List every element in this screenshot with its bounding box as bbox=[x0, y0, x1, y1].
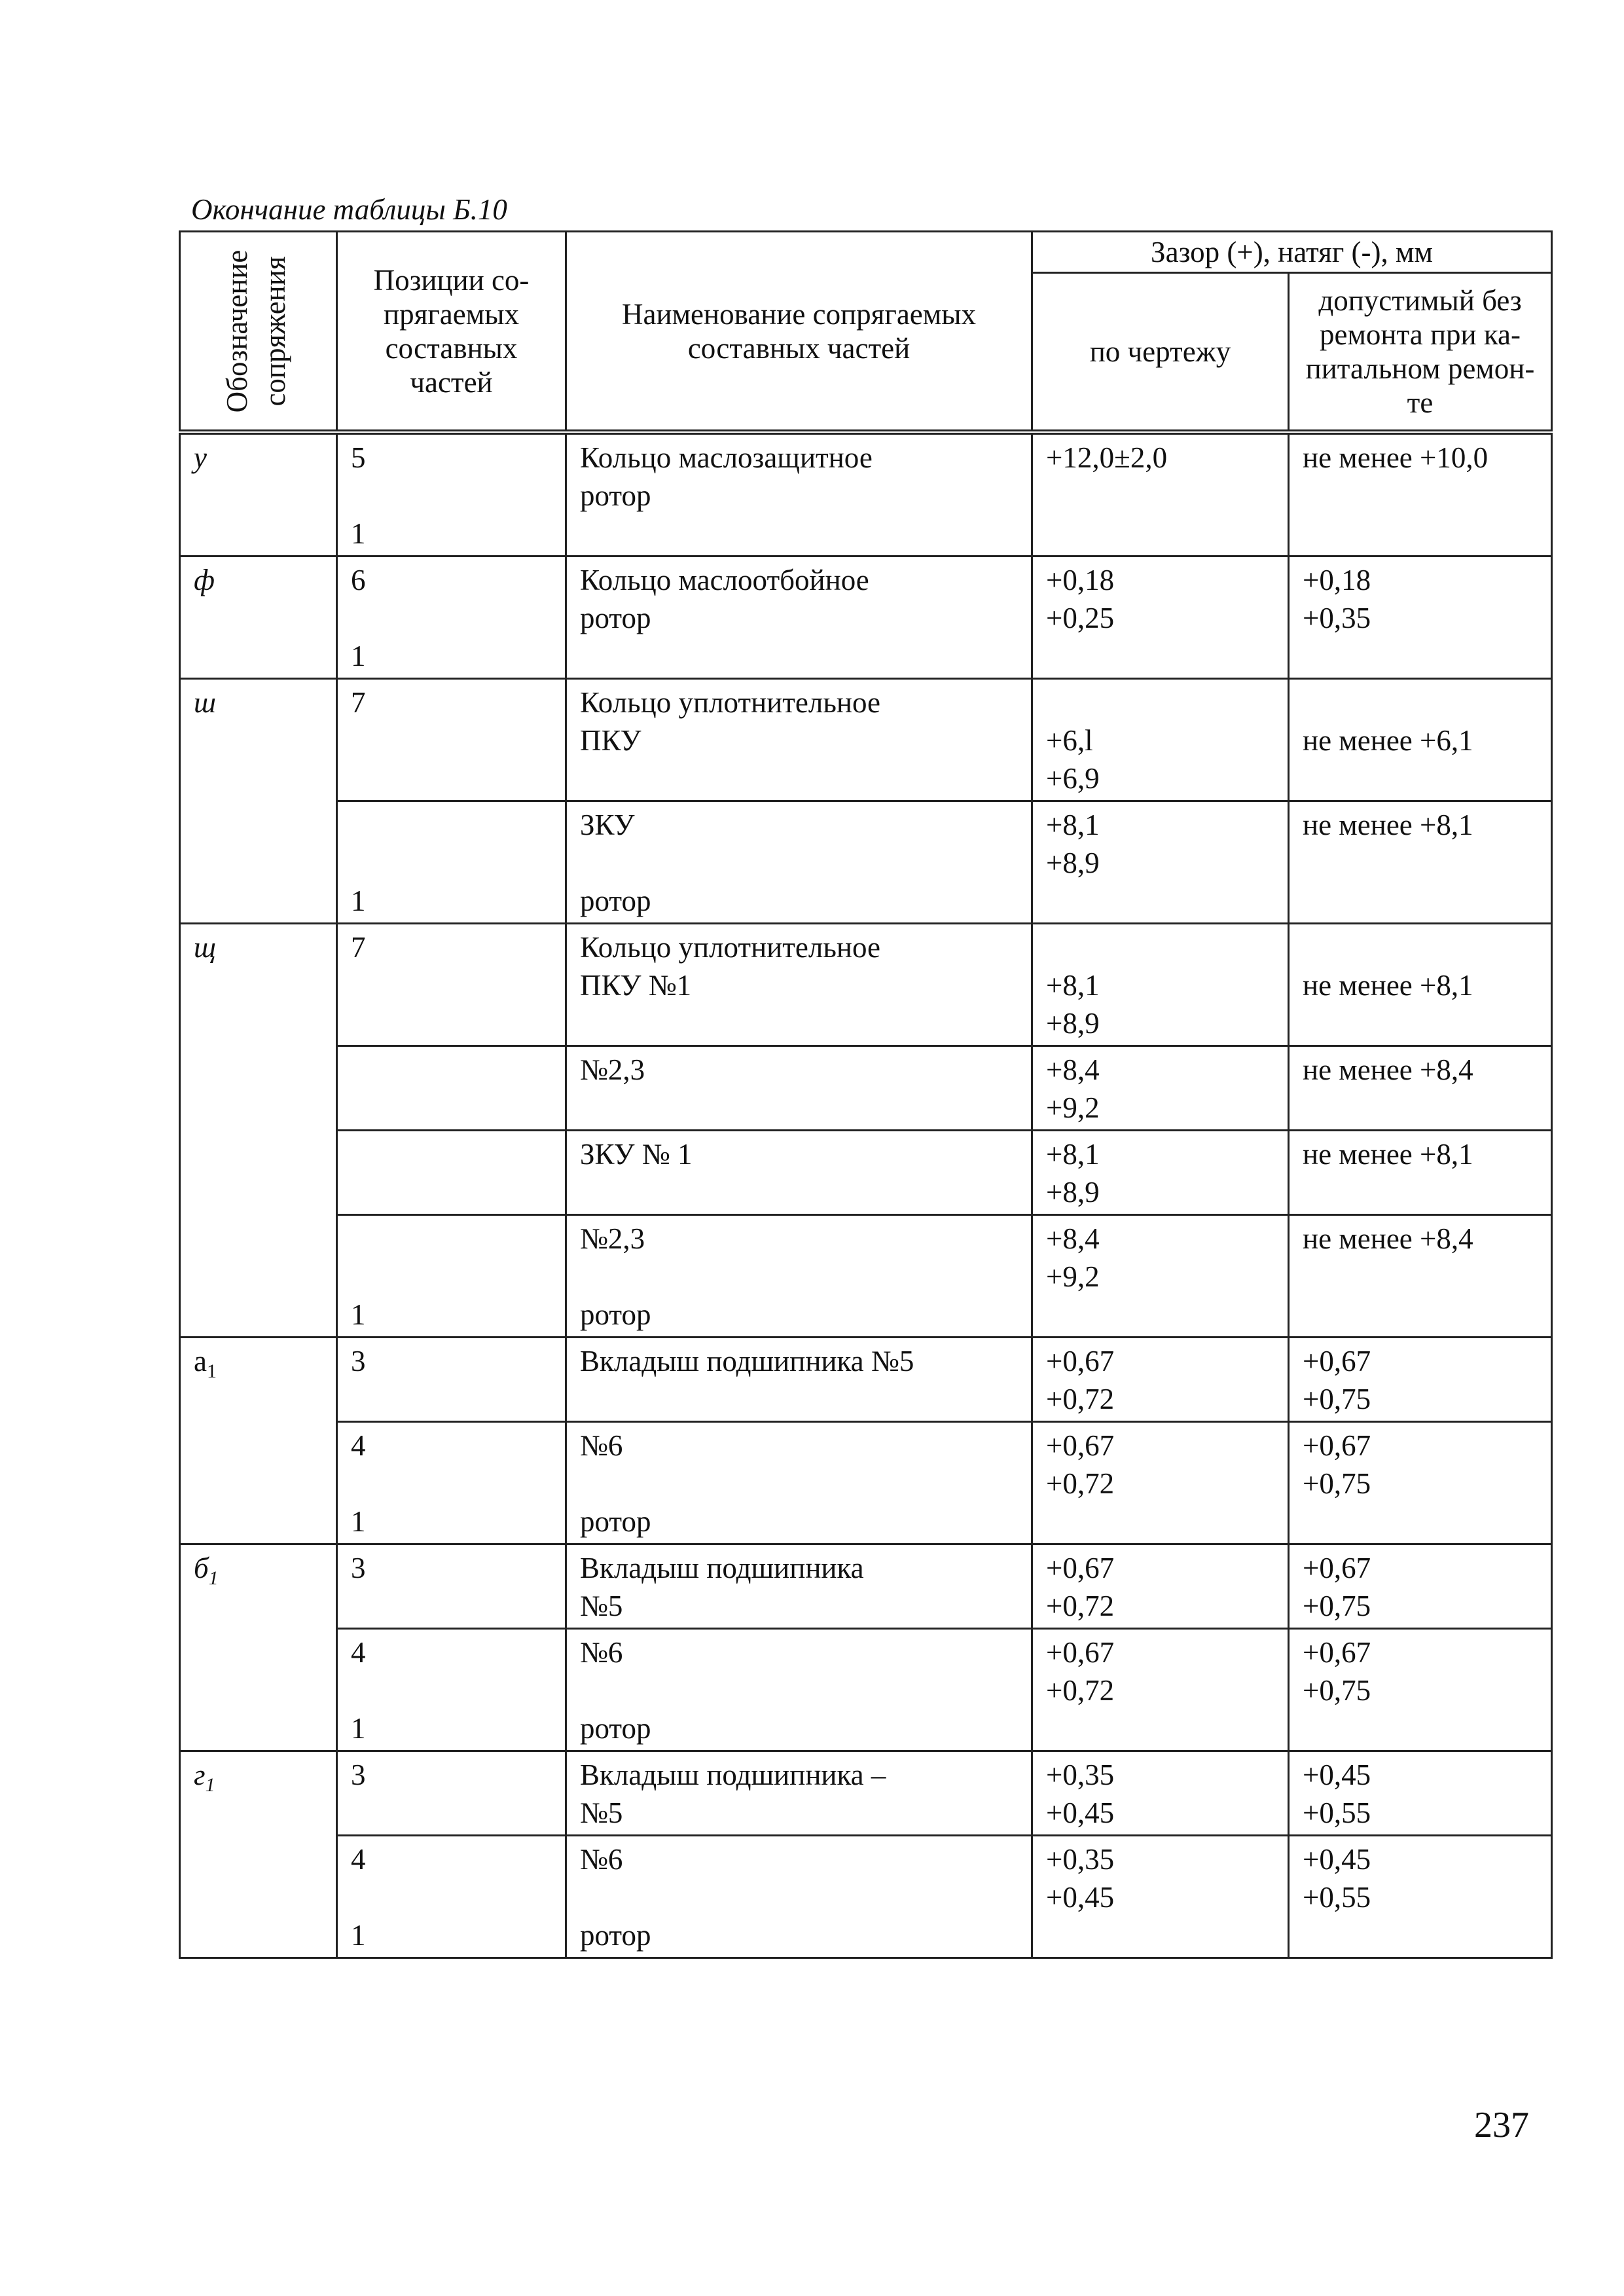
drawing-value-cell bbox=[1032, 1836, 1289, 1958]
table-row bbox=[180, 432, 1552, 556]
drawing-value-line bbox=[1046, 477, 1280, 515]
allowable-value-line: +0,67 bbox=[1303, 1552, 1371, 1584]
allowable-value-line: +0,67 bbox=[1303, 1345, 1371, 1377]
allowable-value-line: не менее +8,1 bbox=[1303, 809, 1473, 841]
drawing-value-cell bbox=[1032, 1422, 1289, 1544]
drawing-value-line: +8,4 bbox=[1046, 1053, 1100, 1086]
part-name-line: Вкладыш подшипника №5 bbox=[580, 1345, 914, 1377]
allowable-value-line bbox=[1303, 1503, 1543, 1540]
table-row bbox=[180, 679, 1552, 801]
header-mating-designation-line1: Обозначение bbox=[220, 249, 253, 412]
position-cell bbox=[337, 1836, 566, 1958]
mating-designation-cell bbox=[180, 432, 337, 556]
drawing-value-line: +8,1 bbox=[1046, 809, 1100, 841]
part-name-cell bbox=[566, 924, 1032, 1046]
position-cell bbox=[337, 924, 566, 1046]
drawing-value-cell bbox=[1032, 801, 1289, 924]
part-name-line: ротор bbox=[580, 1298, 651, 1331]
drawing-value-line: +0,45 bbox=[1046, 1881, 1115, 1914]
position-line: 3 bbox=[351, 1345, 366, 1377]
table-caption: Окончание таблицы Б.10 bbox=[191, 193, 507, 226]
position-cell bbox=[337, 1629, 566, 1751]
part-name-line: Кольцо уплотнительное bbox=[580, 686, 880, 719]
position-cell bbox=[337, 556, 566, 679]
allowable-value-line: +0,45 bbox=[1303, 1843, 1371, 1876]
position-line bbox=[351, 1258, 557, 1296]
part-name-line: Вкладыш подшипника – bbox=[580, 1758, 886, 1791]
position-line bbox=[351, 1004, 557, 1042]
position-line: 3 bbox=[351, 1552, 366, 1584]
drawing-value-line: +8,9 bbox=[1046, 1007, 1100, 1040]
part-name-cell bbox=[566, 1629, 1032, 1751]
allowable-value-line: +0,75 bbox=[1303, 1467, 1371, 1500]
position-line: 3 bbox=[351, 1758, 366, 1791]
header-mating-designation bbox=[180, 232, 337, 433]
drawing-value-cell bbox=[1032, 432, 1289, 556]
part-name-line bbox=[580, 1004, 1023, 1042]
allowable-value-cell bbox=[1289, 924, 1552, 1046]
table-row bbox=[180, 1751, 1552, 1836]
drawing-value-cell bbox=[1032, 1046, 1289, 1131]
position-line bbox=[351, 759, 557, 797]
part-name-line bbox=[580, 759, 1023, 797]
header-clearance-group: Зазор (+), натяг (-), мм bbox=[1032, 232, 1552, 273]
drawing-value-line: +9,2 bbox=[1046, 1091, 1100, 1124]
position-line: 7 bbox=[351, 686, 366, 719]
drawing-value-line: +0,25 bbox=[1046, 602, 1115, 634]
allowable-value-line: +0,35 bbox=[1303, 602, 1371, 634]
allowable-value-line: +0,55 bbox=[1303, 1796, 1371, 1829]
mating-designation: г bbox=[194, 1758, 206, 1791]
position-cell bbox=[337, 1544, 566, 1629]
position-line bbox=[351, 806, 557, 844]
table-row bbox=[180, 1836, 1552, 1958]
position-cell bbox=[337, 432, 566, 556]
table-row bbox=[180, 801, 1552, 924]
position-line bbox=[351, 966, 557, 1004]
allowable-value-line: +0,18 bbox=[1303, 564, 1371, 596]
allowable-value-line: +0,75 bbox=[1303, 1674, 1371, 1707]
position-line: 1 bbox=[351, 517, 366, 550]
allowable-value-line: не менее +8,4 bbox=[1303, 1053, 1473, 1086]
table-row bbox=[180, 556, 1552, 679]
part-name-line: №5 bbox=[580, 1590, 623, 1622]
part-name-line: ротор bbox=[580, 479, 651, 512]
allowable-value-line: не менее +8,4 bbox=[1303, 1222, 1473, 1255]
allowable-value-cell bbox=[1289, 1422, 1552, 1544]
allowable-value-line bbox=[1303, 1709, 1543, 1747]
position-line bbox=[351, 1051, 557, 1089]
part-name-line: №2,3 bbox=[580, 1053, 645, 1086]
allowable-value-cell bbox=[1289, 1215, 1552, 1338]
drawing-value-line: +0,67 bbox=[1046, 1345, 1115, 1377]
position-line bbox=[351, 1587, 557, 1625]
allowable-value-cell bbox=[1289, 1836, 1552, 1958]
part-name-line bbox=[580, 637, 1023, 675]
allowable-value-cell bbox=[1289, 801, 1552, 924]
drawing-value-cell bbox=[1032, 556, 1289, 679]
part-name-line: ротор bbox=[580, 1712, 651, 1745]
position-line: 1 bbox=[351, 1919, 366, 1952]
position-line: 1 bbox=[351, 1505, 366, 1538]
mating-designation: ф bbox=[194, 564, 215, 596]
drawing-value-line: +0,45 bbox=[1046, 1796, 1115, 1829]
position-cell bbox=[337, 801, 566, 924]
allowable-value-line bbox=[1303, 1296, 1543, 1334]
drawing-value-line bbox=[1046, 928, 1280, 966]
allowable-value-cell bbox=[1289, 679, 1552, 801]
position-line: 1 bbox=[351, 1298, 366, 1331]
drawing-value-line: +0,67 bbox=[1046, 1552, 1115, 1584]
part-name-cell bbox=[566, 556, 1032, 679]
position-line bbox=[351, 1465, 557, 1503]
part-name-cell bbox=[566, 1215, 1032, 1338]
drawing-value-line: +0,67 bbox=[1046, 1636, 1115, 1669]
part-name-line: Кольцо маслозащитное bbox=[580, 441, 873, 474]
drawing-value-cell bbox=[1032, 1338, 1289, 1422]
position-cell bbox=[337, 1215, 566, 1338]
drawing-value-line: +0,35 bbox=[1046, 1758, 1115, 1791]
allowable-value-cell bbox=[1289, 432, 1552, 556]
position-line: 6 bbox=[351, 564, 366, 596]
part-name-line bbox=[580, 1089, 1023, 1127]
position-line: 5 bbox=[351, 441, 366, 474]
mating-designation-index: 1 bbox=[208, 1567, 219, 1589]
drawing-value-cell bbox=[1032, 1751, 1289, 1836]
part-name-cell bbox=[566, 432, 1032, 556]
position-line: 4 bbox=[351, 1429, 366, 1462]
part-name-line bbox=[580, 1380, 1023, 1418]
table-row bbox=[180, 1544, 1552, 1629]
position-cell bbox=[337, 1131, 566, 1215]
position-line bbox=[351, 1878, 557, 1916]
mating-designation: щ bbox=[194, 931, 216, 964]
allowable-value-line bbox=[1303, 1916, 1543, 1954]
allowable-value-cell bbox=[1289, 1338, 1552, 1422]
part-name-cell bbox=[566, 1751, 1032, 1836]
part-name-cell bbox=[566, 679, 1032, 801]
allowable-value-line: +0,75 bbox=[1303, 1590, 1371, 1622]
allowable-value-line bbox=[1303, 515, 1543, 553]
mating-designation-cell bbox=[180, 1338, 337, 1544]
part-name-line bbox=[580, 515, 1023, 553]
part-name-line: ротор bbox=[580, 884, 651, 917]
allowable-value-line bbox=[1303, 844, 1543, 882]
allowable-value-line bbox=[1303, 1258, 1543, 1296]
table-row bbox=[180, 924, 1552, 1046]
drawing-value-line: +8,1 bbox=[1046, 1138, 1100, 1171]
drawing-value-line bbox=[1046, 1916, 1280, 1954]
part-name-cell bbox=[566, 1338, 1032, 1422]
allowable-value-line bbox=[1303, 477, 1543, 515]
header-part-names: Наименование сопрягаемых составных частей bbox=[566, 232, 1032, 433]
drawing-value-line bbox=[1046, 882, 1280, 920]
header-positions: Позиции со-прягаемых составных частей bbox=[337, 232, 566, 433]
mating-designation-index: 1 bbox=[205, 1774, 215, 1796]
allowable-value-line bbox=[1303, 683, 1543, 721]
drawing-value-line: +8,1 bbox=[1046, 969, 1100, 1002]
part-name-cell bbox=[566, 1836, 1032, 1958]
part-name-line: ЗКУ bbox=[580, 809, 635, 841]
mating-designation-index: 1 bbox=[206, 1360, 217, 1382]
position-line bbox=[351, 1671, 557, 1709]
part-name-cell bbox=[566, 801, 1032, 924]
position-line bbox=[351, 1135, 557, 1173]
drawing-value-line: +9,2 bbox=[1046, 1260, 1100, 1293]
position-cell bbox=[337, 679, 566, 801]
mating-designation-cell bbox=[180, 1544, 337, 1751]
allowable-value-line: +0,67 bbox=[1303, 1636, 1371, 1669]
part-name-line bbox=[580, 1671, 1023, 1709]
part-name-line bbox=[580, 1173, 1023, 1211]
drawing-value-cell bbox=[1032, 1544, 1289, 1629]
allowable-value-line bbox=[1303, 882, 1543, 920]
position-line bbox=[351, 477, 557, 515]
part-name-line bbox=[580, 844, 1023, 882]
part-name-line: ротор bbox=[580, 1919, 651, 1952]
allowable-value-cell bbox=[1289, 1751, 1552, 1836]
drawing-value-line: +6,l bbox=[1046, 724, 1093, 757]
drawing-value-cell bbox=[1032, 1215, 1289, 1338]
position-cell bbox=[337, 1046, 566, 1131]
position-cell bbox=[337, 1751, 566, 1836]
part-name-line: ПКУ bbox=[580, 724, 641, 757]
position-line bbox=[351, 1089, 557, 1127]
drawing-value-cell bbox=[1032, 679, 1289, 801]
mating-designation: а bbox=[194, 1345, 207, 1377]
table-row bbox=[180, 1131, 1552, 1215]
table-body bbox=[180, 432, 1552, 1958]
drawing-value-line bbox=[1046, 637, 1280, 675]
allowable-value-line: +0,67 bbox=[1303, 1429, 1371, 1462]
drawing-value-line: +6,9 bbox=[1046, 762, 1100, 795]
page-number: 237 bbox=[1474, 2105, 1529, 2145]
allowable-value-line: не менее +8,1 bbox=[1303, 969, 1473, 1002]
allowable-value-line: не менее +10,0 bbox=[1303, 441, 1489, 474]
allowable-value-cell bbox=[1289, 1046, 1552, 1131]
drawing-value-line: +0,72 bbox=[1046, 1590, 1115, 1622]
position-line bbox=[351, 1380, 557, 1418]
table-row bbox=[180, 1629, 1552, 1751]
allowable-value-cell bbox=[1289, 1544, 1552, 1629]
table-row bbox=[180, 1338, 1552, 1422]
part-name-line bbox=[580, 1258, 1023, 1296]
mating-designation: ш bbox=[194, 686, 216, 719]
drawing-value-line bbox=[1046, 1296, 1280, 1334]
drawing-value-line bbox=[1046, 1503, 1280, 1540]
position-line bbox=[351, 721, 557, 759]
position-line: 1 bbox=[351, 640, 366, 672]
drawing-value-cell bbox=[1032, 1629, 1289, 1751]
part-name-line: №5 bbox=[580, 1796, 623, 1829]
drawing-value-line bbox=[1046, 683, 1280, 721]
allowable-value-line bbox=[1303, 1173, 1543, 1211]
allowable-value-line bbox=[1303, 1004, 1543, 1042]
mating-designation-cell bbox=[180, 556, 337, 679]
part-name-line: Вкладыш подшипника bbox=[580, 1552, 864, 1584]
drawing-value-line: +8,9 bbox=[1046, 847, 1100, 879]
table-row bbox=[180, 1215, 1552, 1338]
mating-clearance-table bbox=[179, 230, 1553, 1959]
drawing-value-line: +8,4 bbox=[1046, 1222, 1100, 1255]
part-name-cell bbox=[566, 1131, 1032, 1215]
position-line bbox=[351, 844, 557, 882]
mating-designation-cell bbox=[180, 924, 337, 1338]
allowable-value-line bbox=[1303, 1089, 1543, 1127]
position-line bbox=[351, 1794, 557, 1832]
position-line bbox=[351, 1173, 557, 1211]
table-row bbox=[180, 1422, 1552, 1544]
part-name-line: №6 bbox=[580, 1636, 623, 1669]
allowable-value-cell bbox=[1289, 1629, 1552, 1751]
part-name-line bbox=[580, 1465, 1023, 1503]
part-name-line: ротор bbox=[580, 602, 651, 634]
part-name-line: №2,3 bbox=[580, 1222, 645, 1255]
part-name-line: ПКУ №1 bbox=[580, 969, 692, 1002]
position-cell bbox=[337, 1422, 566, 1544]
part-name-line bbox=[580, 1878, 1023, 1916]
part-name-line: ЗКУ № 1 bbox=[580, 1138, 693, 1171]
drawing-value-line: +0,35 bbox=[1046, 1843, 1115, 1876]
drawing-value-line: +12,0±2,0 bbox=[1046, 441, 1168, 474]
position-line bbox=[351, 1220, 557, 1258]
allowable-value-cell bbox=[1289, 556, 1552, 679]
allowable-value-cell bbox=[1289, 1131, 1552, 1215]
mating-designation: у bbox=[194, 441, 207, 474]
drawing-value-line: +0,18 bbox=[1046, 564, 1115, 596]
table-row bbox=[180, 1046, 1552, 1131]
position-line: 4 bbox=[351, 1636, 366, 1669]
part-name-line: №6 bbox=[580, 1843, 623, 1876]
allowable-value-line: +0,75 bbox=[1303, 1383, 1371, 1415]
drawing-value-line: +0,72 bbox=[1046, 1383, 1115, 1415]
drawing-value-line: +0,67 bbox=[1046, 1429, 1115, 1462]
mating-designation-cell bbox=[180, 679, 337, 924]
allowable-value-line: +0,55 bbox=[1303, 1881, 1371, 1914]
allowable-value-line bbox=[1303, 759, 1543, 797]
allowable-value-line: не менее +8,1 bbox=[1303, 1138, 1473, 1171]
mating-designation-cell bbox=[180, 1751, 337, 1958]
drawing-value-cell bbox=[1032, 924, 1289, 1046]
part-name-cell bbox=[566, 1046, 1032, 1131]
position-line: 1 bbox=[351, 1712, 366, 1745]
allowable-value-line bbox=[1303, 928, 1543, 966]
drawing-value-line bbox=[1046, 515, 1280, 553]
position-line: 1 bbox=[351, 884, 366, 917]
drawing-value-line: +8,9 bbox=[1046, 1176, 1100, 1209]
drawing-value-line: +0,72 bbox=[1046, 1467, 1115, 1500]
part-name-line: Кольцо уплотнительное bbox=[580, 931, 880, 964]
allowable-value-line: +0,45 bbox=[1303, 1758, 1371, 1791]
header-allowable: допустимый без ремонта при ка-питальном ремон-те bbox=[1289, 273, 1552, 433]
mating-designation: б bbox=[194, 1552, 209, 1584]
drawing-value-line: +0,72 bbox=[1046, 1674, 1115, 1707]
position-line bbox=[351, 599, 557, 637]
part-name-cell bbox=[566, 1544, 1032, 1629]
drawing-value-cell bbox=[1032, 1131, 1289, 1215]
part-name-cell bbox=[566, 1422, 1032, 1544]
drawing-value-line bbox=[1046, 1709, 1280, 1747]
allowable-value-line: не менее +6,1 bbox=[1303, 724, 1473, 757]
part-name-line: ротор bbox=[580, 1505, 651, 1538]
header-mating-designation-line2: сопряжения bbox=[258, 255, 291, 407]
part-name-line: Кольцо маслоотбойное bbox=[580, 564, 869, 596]
position-line: 4 bbox=[351, 1843, 366, 1876]
header-per-drawing: по чертежу bbox=[1032, 273, 1289, 433]
allowable-value-line bbox=[1303, 637, 1543, 675]
part-name-line: №6 bbox=[580, 1429, 623, 1462]
position-line: 7 bbox=[351, 931, 366, 964]
position-cell bbox=[337, 1338, 566, 1422]
